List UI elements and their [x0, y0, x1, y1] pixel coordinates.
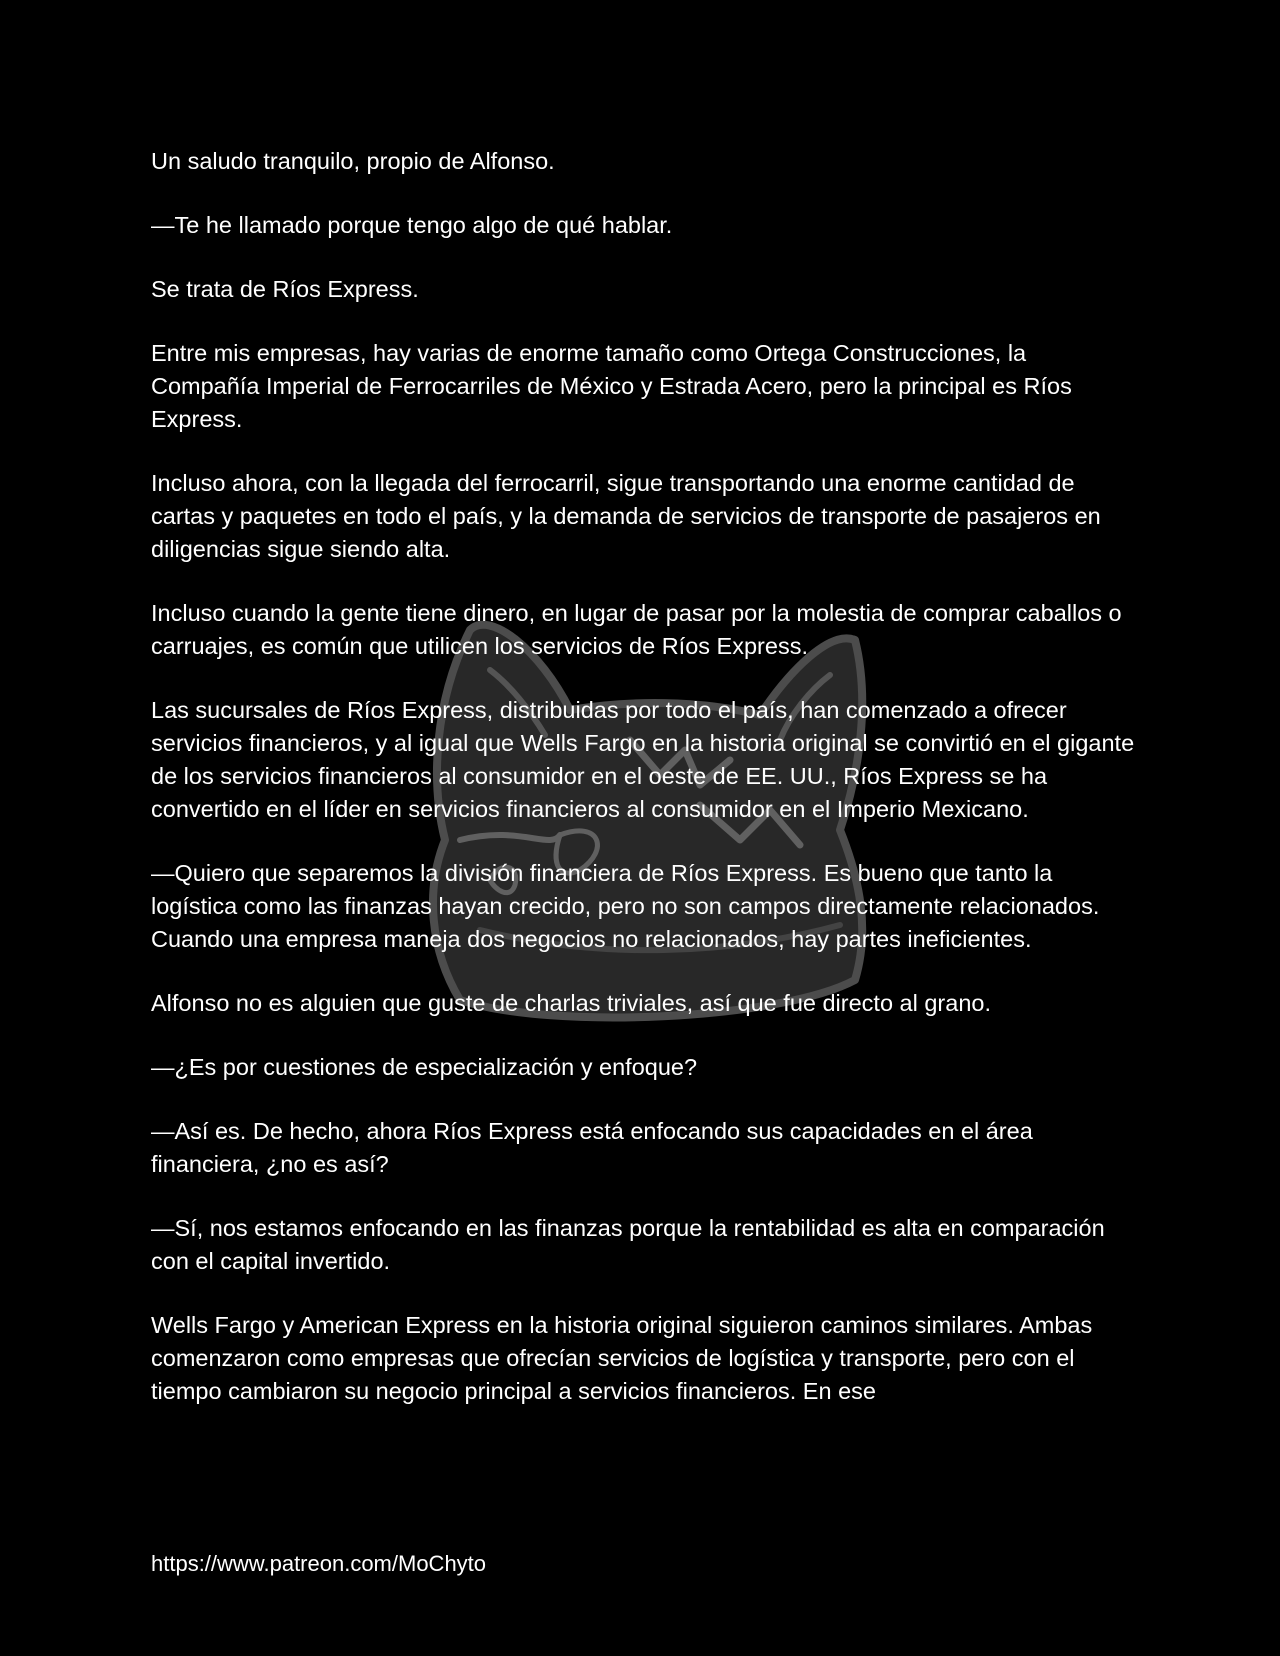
paragraph: Se trata de Ríos Express.	[151, 276, 419, 302]
paragraph: —Sí, nos estamos enfocando en las finanzas porque la rentabilidad es alta en comparación con el capital invertido.	[151, 1215, 1105, 1274]
patreon-link[interactable]: https://www.patreon.com/MoChyto	[151, 1551, 487, 1576]
paragraph: Incluso ahora, con la llegada del ferrocarril, sigue transportando una enorme cantidad de cartas y paquetes en todo el país, y la demanda de servicios de transporte de pasajeros en diligencias sigue siendo alta.	[151, 470, 1101, 562]
paragraph: Wells Fargo y American Express en la historia original siguieron caminos similares. Ambas comenzaron como empresas que ofrecían servicios de logística y transporte, pero con el tiempo cambiaron su negocio principal a servicios financieros. En ese	[151, 1312, 1093, 1404]
paragraph: Un saludo tranquilo, propio de Alfonso.	[151, 148, 555, 174]
paragraph: —Así es. De hecho, ahora Ríos Express está enfocando sus capacidades en el área financiera, ¿no es así?	[151, 1118, 1033, 1177]
paragraph: Alfonso no es alguien que guste de charlas triviales, así que fue directo al grano.	[151, 990, 991, 1016]
paragraph: —¿Es por cuestiones de especialización y enfoque?	[151, 1054, 698, 1080]
paragraph: —Te he llamado porque tengo algo de qué hablar.	[151, 212, 673, 238]
paragraph: Las sucursales de Ríos Express, distribuidas por todo el país, han comenzado a ofrecer servicios financieros, y al igual que Wells Fargo en la historia original se convirtió en el gigante de los servicios financieros al consumidor en el oeste de EE. UU., Ríos Express se ha convertido en el líder en servicios financieros al consumidor en el Imperio Mexicano.	[151, 697, 1135, 822]
paragraph: Entre mis empresas, hay varias de enorme tamaño como Ortega Construcciones, la Compañía Imperial de Ferrocarriles de México y Estrada Acero, pero la principal es Ríos Express.	[151, 340, 1072, 432]
paragraph: —Quiero que separemos la división financiera de Ríos Express. Es bueno que tanto la logística como las finanzas hayan crecido, pero no son campos directamente relacionados. Cuando una empresa maneja dos negocios no relacionados, hay partes ineficientes.	[151, 860, 1100, 952]
paragraph: Incluso cuando la gente tiene dinero, en lugar de pasar por la molestia de comprar caballos o carruajes, es común que utilicen los servicios de Ríos Express.	[151, 600, 1122, 659]
document-body	[151, 145, 1136, 1439]
